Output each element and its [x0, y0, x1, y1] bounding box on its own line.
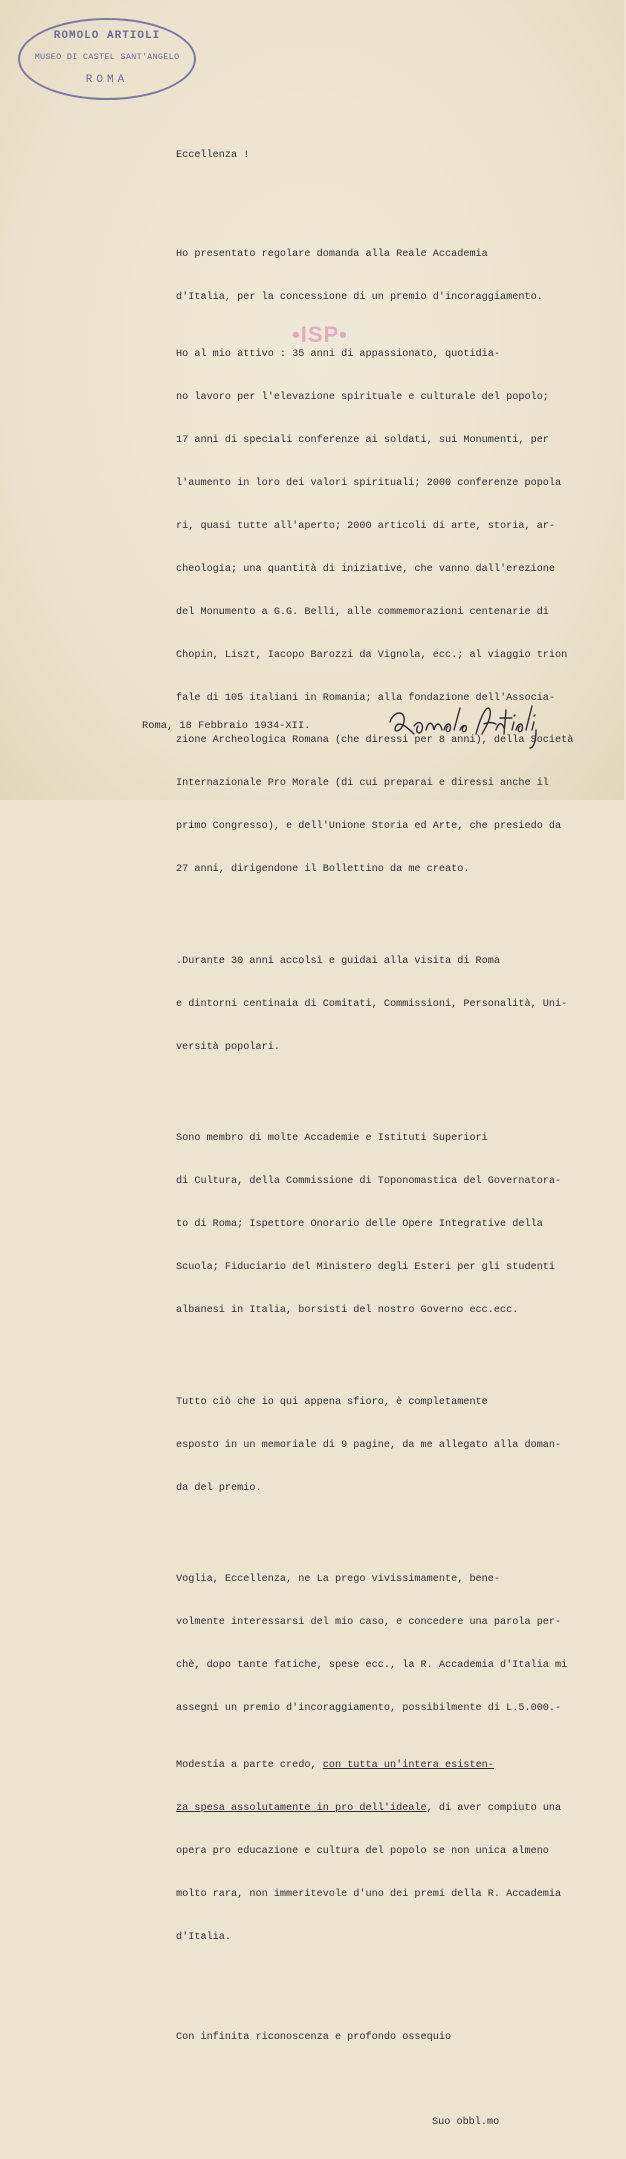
para2-line: primo Congresso), e dell'Unione Storia ed Arte, che presiedo da [176, 821, 562, 833]
para6-line: volmente interessarsi del mio caso, e concedere una parola per- [176, 1617, 562, 1629]
underlined-text: za spesa assolutamente in pro dell'ideale [176, 1803, 427, 1815]
para2-line: Chopin, Liszt, Iacopo Barozzi da Vignola, ecc.; al viaggio trion [176, 649, 568, 661]
para4-line: albanesi in Italia, borsisti del nostro Governo ecc.ecc. [176, 1305, 519, 1317]
para4-line: Scuola; Fiduciario del Ministero degli Esteri per gli studenti [176, 1262, 556, 1274]
modestia-text: , di aver compiuto una [426, 1803, 562, 1815]
closing: Con infinita riconoscenza e profondo ossequio [176, 2031, 452, 2043]
para3-line: e dintorni centinaia di Comitati, Commissioni, Personalità, Uni- [176, 998, 568, 1010]
underlined-text: con tutta un'intera esisten- [322, 1760, 494, 1772]
para3-line: versità popolari. [176, 1041, 280, 1053]
para2-line: cheologia; una quantità di iniziative, che vanno dall'erezione [176, 563, 556, 575]
stamp-city: ROMA [85, 74, 129, 86]
para2-line: fale di 105 italiani in Romania; alla fondazione dell'Associa- [176, 692, 556, 704]
signature [384, 700, 544, 750]
modestia-line: opera pro educazione e cultura del popolo se non unica almeno [176, 1846, 549, 1858]
para1-line: Ho presentato regolare domanda alla Reale Accademia [176, 249, 488, 261]
letter-body [176, 120, 626, 2159]
modestia-line-1 [176, 1759, 626, 1773]
stamp-name: ROMOLO ARTIOLI [53, 30, 161, 42]
para6-line: chè, dopo tante fatiche, spese ecc., la R. Accademia d'Italia mi [176, 1660, 568, 1672]
para2-line: ri, quasi tutte all'aperto; 2000 articoli di arte, storia, ar- [176, 521, 556, 533]
para5-line: esposto in un memoriale di 9 pagine, da me allegato alla doman- [176, 1439, 562, 1451]
para2-line: del Monumento a G.G. Belli, alle commemorazioni centenarie di [176, 606, 549, 618]
archive-watermark: •ISP• [292, 322, 348, 347]
salutation: Eccellenza ! [176, 149, 250, 161]
para2-line: 17 anni di speciali conferenze ai soldati, sui Monumenti, per [176, 435, 549, 447]
para2-line: Internazionale Pro Morale (di cui preparai e diressi anche il [176, 778, 549, 790]
modestia-line-2 [176, 1802, 626, 1816]
para6-line: assegni un premio d'incoraggiamento, possibilmente di L.5.000.- [176, 1703, 562, 1715]
para2-line: Ho al mio attivo : 35 anni di appassionato, quotidia- [176, 349, 501, 361]
para4-line: to di Roma; Ispettore Onorario delle Opere Integrative della [176, 1219, 543, 1231]
para4-line: di Cultura, della Commissione di Toponomastica del Governatora- [176, 1176, 562, 1188]
letter-date: Roma, 18 Febbraio 1934-XII. [142, 720, 311, 732]
para1-line: d'Italia, per la concessione di un premio d'incoraggiamento. [176, 292, 543, 304]
letterhead-stamp [18, 18, 196, 100]
para2-line: no lavoro per l'elevazione spirituale e culturale del popolo; [176, 392, 549, 404]
modestia-line: molto rara, non immeritevole d'uno dei premi della R. Accademia [176, 1888, 562, 1900]
para2-line: 27 anni, dirigendone il Bollettino da me creato. [176, 864, 470, 876]
para4-line: Sono membro di molte Accademie e Istituti Superiori [176, 1133, 488, 1145]
para5-line: Tutto ciò che io qui appena sfioro, è completamente [176, 1396, 488, 1408]
para6-line: Voglia, Eccellenza, ne La prego vivissimamente, bene- [176, 1574, 501, 1586]
para5-line: da del premio. [176, 1482, 262, 1494]
sign-off: Suo obbl.mo [432, 2117, 500, 2129]
para3-line: .Durante 30 anni accolsi e guidai alla visita di Roma [176, 955, 501, 967]
para2-line: l'aumento in loro dei valori spirituali; 2000 conferenze popola [176, 478, 562, 490]
stamp-institution: MUSEO DI CASTEL SANT'ANGELO [34, 52, 180, 62]
para2-line: zione Archeologica Romana (che diressi per 8 anni), della Società [176, 735, 574, 747]
modestia-line: d'Italia. [176, 1931, 232, 1943]
modestia-text: Modestia a parte credo, [176, 1760, 323, 1772]
